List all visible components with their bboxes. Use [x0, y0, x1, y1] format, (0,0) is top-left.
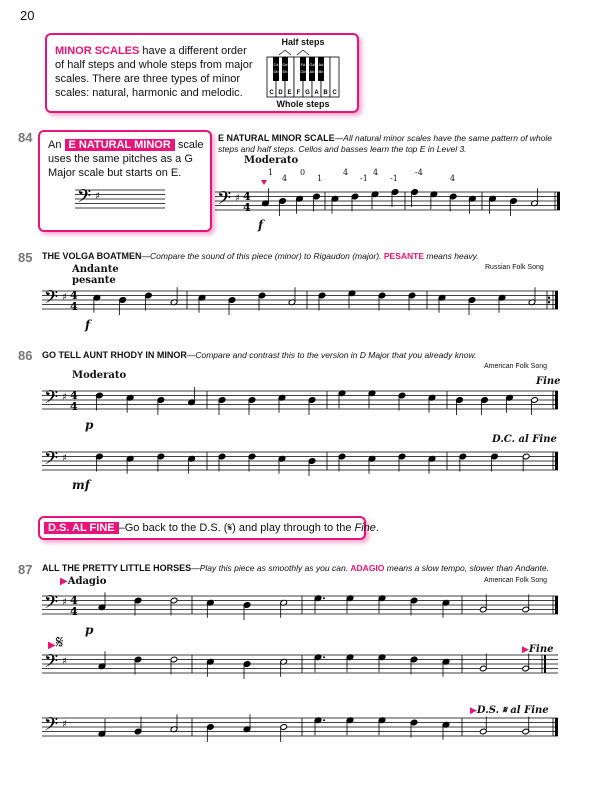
exercise-86-title: GO TELL AUNT RHODY IN MINOR—Compare and contrast this to the version in D Major that you already know. — [42, 350, 477, 360]
black-key-label: A# — [318, 62, 324, 67]
ds-al-fine-box — [38, 516, 379, 540]
white-key-label: A — [314, 90, 319, 96]
sharp-icon: ♯ — [62, 392, 67, 403]
black-key-label: Eb — [282, 69, 288, 74]
minor-scales-heading: MINOR SCALES — [55, 45, 140, 57]
credit-85: Russian Folk Song — [485, 264, 544, 271]
black-key-label: F# — [300, 62, 306, 67]
black-key-label: D# — [282, 62, 288, 67]
dc-al-fine-86: D.C. al Fine — [492, 434, 557, 445]
tempo-andante-85: Andante — [72, 264, 119, 275]
bass-clef-icon: 𝄢 — [44, 651, 59, 677]
fine-86: Fine — [536, 376, 561, 387]
bass-clef-icon: 𝄢 — [77, 186, 92, 212]
whole-steps-label: Whole steps — [276, 99, 330, 109]
e-natural-minor-box — [38, 130, 212, 232]
bass-clef-icon: 𝄢 — [44, 287, 59, 313]
fingering-number: 4 — [282, 174, 288, 183]
black-key-label: Db — [273, 69, 279, 74]
time-signature-top: 4 — [243, 190, 251, 203]
fingering-number: 4 — [343, 168, 349, 177]
bass-clef-icon: 𝄢 — [44, 592, 59, 618]
time-signature-bottom: 4 — [70, 400, 78, 413]
staff-87-line-3 — [42, 714, 558, 742]
black-key-label: Bb — [318, 69, 324, 74]
fingering-number: 1 — [317, 174, 323, 183]
fingering-number: -1 — [360, 174, 368, 183]
ds-al-fine-87: ▶D.S. 𝄋 al Fine — [470, 705, 549, 716]
tempo-moderato-84: Moderato — [244, 155, 299, 166]
exercise-number-85: 85 — [18, 250, 33, 265]
staff-86-line-1 — [42, 387, 558, 415]
start-marker-icon — [261, 180, 267, 185]
dot — [323, 656, 325, 658]
final-barline-thick — [557, 192, 560, 210]
black-key-label: Gb — [300, 69, 306, 74]
sharp-icon: ♯ — [235, 193, 240, 204]
dynamic-p-87: p — [85, 623, 94, 637]
dot — [323, 719, 325, 721]
white-key-label: F — [296, 90, 301, 96]
bass-clef-icon: 𝄢 — [44, 714, 59, 740]
final-barline-thick — [555, 596, 558, 614]
exercise-number-86: 86 — [18, 348, 33, 363]
final-barline-thick — [555, 391, 558, 409]
page-number: 20 — [20, 8, 35, 23]
repeat-dot — [548, 301, 550, 303]
sharp-icon: ♯ — [62, 597, 67, 608]
final-barline-thick — [555, 452, 558, 470]
fingering-number: 4 — [373, 168, 379, 177]
minor-scales-info-box — [45, 33, 359, 113]
fingering-number: 0 — [300, 168, 306, 177]
dynamic-mf-86: mf — [72, 478, 90, 492]
tempo-adagio-87: ▶Adagio — [60, 576, 107, 587]
e-natural-minor-text: An E NATURAL MINOR scale uses the same pitches as a G Major scale but starts on E. — [48, 139, 204, 179]
fine-87: ▶Fine — [522, 644, 554, 655]
sharp-icon: ♯ — [62, 656, 67, 667]
staff-85 — [42, 287, 558, 315]
final-barline-thick — [555, 718, 558, 736]
time-signature-top: 4 — [70, 389, 78, 402]
white-key-label: D — [278, 90, 283, 96]
fingering-number: 1 — [268, 168, 274, 177]
staff-84 — [215, 188, 560, 216]
half-steps-label: Half steps — [281, 37, 325, 47]
dot — [323, 597, 325, 599]
time-signature-top: 4 — [70, 289, 78, 302]
sharp-icon: ♯ — [62, 719, 67, 730]
segno-mark-87: ▶𝄋 — [48, 632, 64, 653]
time-signature-top: 4 — [70, 594, 78, 607]
fingering-number: -1 — [390, 174, 398, 183]
sharp-icon: ♯ — [62, 292, 67, 303]
staff-86-line-2 — [42, 448, 558, 476]
bass-clef-icon: 𝄢 — [44, 387, 59, 413]
white-key-label: C — [269, 90, 274, 96]
fingering-number: -4 — [415, 168, 423, 177]
exercise-number-87: 87 — [18, 562, 33, 577]
key-signature-staff — [75, 186, 170, 216]
credit-87: American Folk Song — [484, 577, 548, 584]
black-key-label: G# — [309, 62, 315, 67]
minor-scales-text: MINOR SCALES have a different order of half steps and whole steps from major scales. There are three types of minor scales: natural, harmonic and melodic. — [55, 45, 253, 99]
dynamic-f-85: f — [85, 318, 91, 332]
black-key-label: C# — [273, 62, 279, 67]
fingering-number: 4 — [450, 174, 456, 183]
piano-keyboard-diagram — [267, 49, 339, 99]
time-signature-bottom: 4 — [70, 300, 78, 313]
sharp-icon: ♯ — [95, 191, 100, 202]
white-key-label: C — [332, 90, 337, 96]
credit-86: American Folk Song — [484, 363, 548, 370]
repeat-dot — [548, 297, 550, 299]
white-key-label: E — [287, 90, 292, 96]
ds-al-fine-text: D.S. AL FINE –Go back to the D.S. (𝄋) and play through to the Fine. — [44, 521, 379, 535]
tempo-moderato-86: Moderato — [72, 370, 127, 381]
white-key-label: B — [323, 90, 328, 96]
white-key-label: G — [305, 90, 310, 96]
dynamic-f-84: f — [258, 218, 264, 232]
final-barline-thick — [555, 291, 558, 309]
exercise-number-84: 84 — [18, 130, 33, 145]
exercise-84-title: E NATURAL MINOR SCALE—All natural minor scales have the same pattern of whole steps and half steps. Cellos and basses learn the top E in Level 3. — [218, 133, 553, 154]
dynamic-p-86: p — [85, 418, 94, 432]
exercise-85-title: THE VOLGA BOATMEN—Compare the sound of this piece (minor) to Rigaudon (major). PESANTE means heavy. — [42, 251, 479, 261]
staff-87-line-1 — [42, 592, 558, 620]
time-signature-bottom: 4 — [243, 201, 251, 214]
bass-clef-icon: 𝄢 — [44, 448, 59, 474]
exercise-87-title: ALL THE PRETTY LITTLE HORSES—Play this piece as smoothly as you can. ADAGIO means a slow tempo, slower than Andante. — [42, 563, 549, 573]
tempo-pesante-85: pesante — [72, 275, 116, 286]
bass-clef-icon: 𝄢 — [217, 188, 232, 214]
black-key-label: Ab — [309, 69, 315, 74]
sharp-icon: ♯ — [62, 453, 67, 464]
staff-87-line-2 — [42, 651, 558, 679]
time-signature-bottom: 4 — [70, 605, 78, 618]
